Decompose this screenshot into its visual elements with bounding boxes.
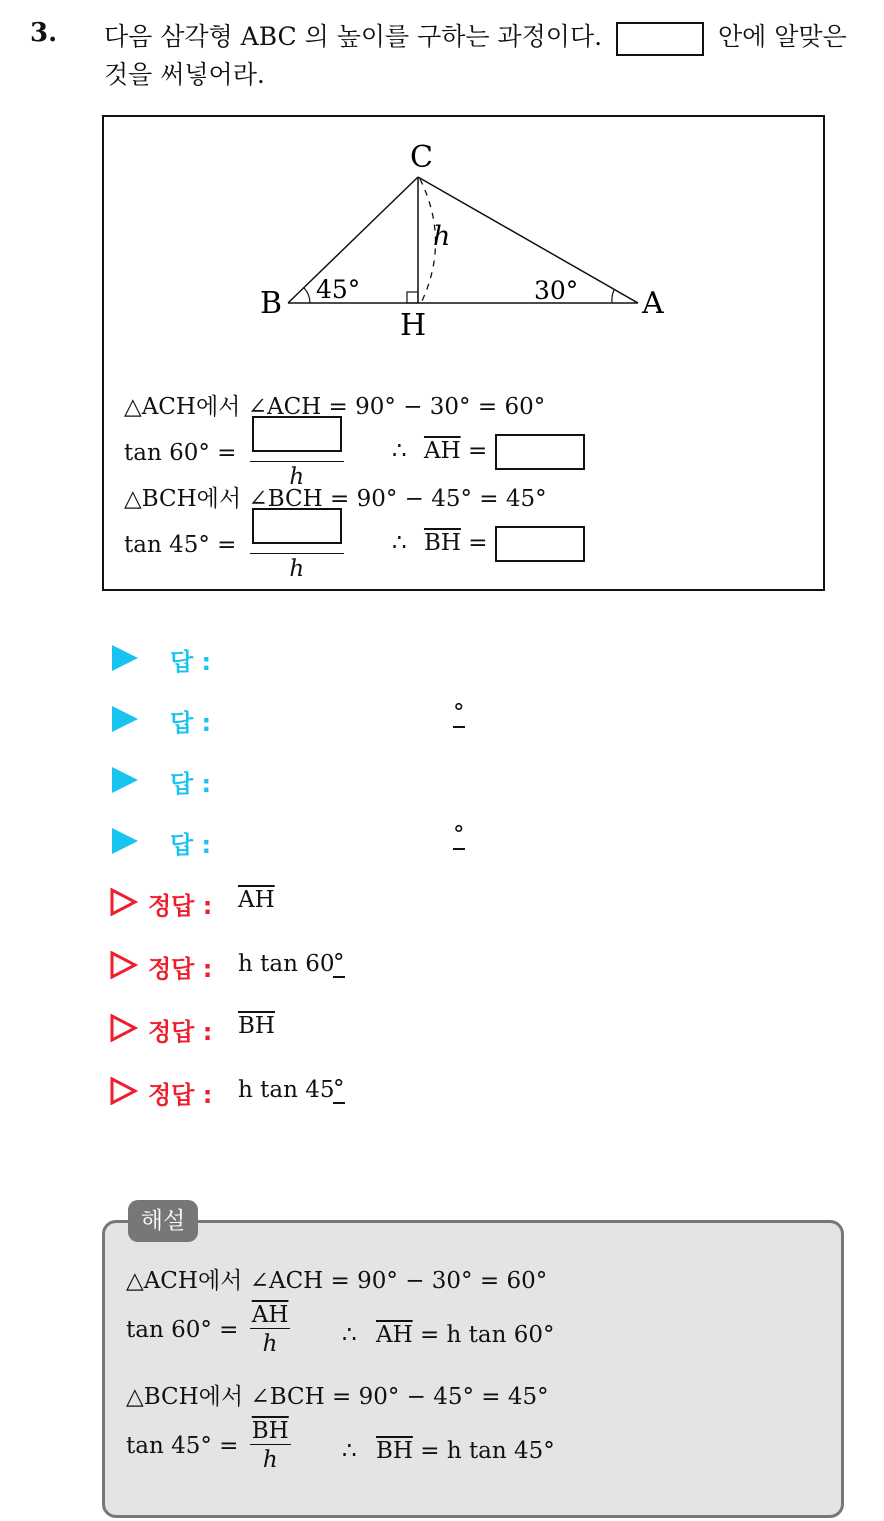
solution-result-bh-rest: = h tan 45° <box>420 1438 555 1464</box>
label-h-point: H <box>400 308 427 343</box>
label-a: A <box>642 286 664 321</box>
triangle-figure <box>250 135 690 350</box>
answer-degree-mark-2: ° <box>453 700 465 726</box>
answer-label-1: 답 : <box>170 648 212 676</box>
answer-arrow-icon <box>112 767 138 793</box>
ah-answer-blank[interactable] <box>495 434 585 470</box>
correct-label-3: 정답 : <box>148 1018 213 1046</box>
bh-answer-blank[interactable] <box>495 526 585 562</box>
tan45-numerator-blank[interactable] <box>252 508 342 544</box>
therefore-symbol: ∴ <box>342 1438 357 1464</box>
tan45-lhs: tan 45° = <box>124 532 237 558</box>
solution-result-ah <box>342 1322 555 1348</box>
solution-frac-ah <box>250 1302 291 1357</box>
answer-arrow-icon <box>112 706 138 732</box>
label-angle-a: 30° <box>534 276 579 305</box>
correct-degree-mark-4: ° <box>333 1076 345 1102</box>
question-blank-box <box>616 22 704 56</box>
problem-result-bh <box>392 526 585 562</box>
correct-value-3: $\overline{BH}$ <box>238 1013 275 1039</box>
correct-value-2: h tan 60 <box>238 951 335 977</box>
solution-frac-bh-num: $\overline{BH}$ <box>251 1418 289 1444</box>
correct-arrow-icon <box>110 951 138 979</box>
correct-label-1: 정답 : <box>148 892 213 920</box>
solution-frac-ah-den: h <box>250 1328 291 1357</box>
label-c: C <box>410 140 433 175</box>
side-ca <box>418 177 638 303</box>
segment-ah: $\overline{AH}$ <box>423 438 461 464</box>
correct-label-2: 정답 : <box>148 955 213 983</box>
correct-degree-mark-2: ° <box>333 950 345 976</box>
correct-arrow-icon <box>110 888 138 916</box>
segment-bh: $\overline{BH}$ <box>423 530 461 556</box>
solution-result-ah-rest: = h tan 60° <box>419 1322 555 1348</box>
correct-value-1: $\overline{AH}$ <box>238 887 275 913</box>
question-number: 3. <box>30 18 58 48</box>
solution-line-ach: △ACH에서 ∠ACH = 90° − 30° = 60° <box>126 1268 548 1294</box>
question-text <box>104 18 874 93</box>
correct-value-4: h tan 45 <box>238 1077 335 1103</box>
solution-line-tan60 <box>126 1302 290 1357</box>
label-h-height: h <box>433 221 451 252</box>
answer-label-3: 답 : <box>170 770 212 798</box>
solution-frac-ah-num: $\overline{AH}$ <box>251 1302 289 1328</box>
answer-label-4: 답 : <box>170 831 212 859</box>
angle-a-arc <box>612 290 614 303</box>
solution-result-bh <box>342 1438 555 1464</box>
solution-segment-ah: $\overline{AH}$ <box>375 1322 413 1348</box>
solution-tan60-lhs: tan 60° = <box>126 1316 239 1343</box>
solution-segment-bh: $\overline{BH}$ <box>375 1438 413 1464</box>
answer-arrow-icon <box>112 645 138 671</box>
answer-degree-mark-4: ° <box>453 822 465 848</box>
solution-tan45-lhs: tan 45° = <box>126 1432 239 1459</box>
solution-line-bch: △BCH에서 ∠BCH = 90° − 45° = 45° <box>126 1384 549 1410</box>
therefore-symbol: ∴ <box>342 1322 357 1348</box>
label-b: B <box>260 286 283 321</box>
therefore-symbol: ∴ <box>392 530 407 556</box>
problem-line-tan45 <box>124 508 344 582</box>
solution-frac-bh-den: h <box>250 1444 291 1473</box>
tan60-lhs: tan 60° = <box>124 440 237 466</box>
tan60-fraction <box>250 416 344 490</box>
problem-line-bch: △BCH에서 ∠BCH = 90° − 45° = 45° <box>124 486 547 512</box>
answer-label-2: 답 : <box>170 709 212 737</box>
equals-sign: = <box>468 530 488 556</box>
question-text-part2: 안에 알맞은 것을 써넣어라. <box>104 22 847 89</box>
answer-arrow-icon <box>112 828 138 854</box>
correct-label-4: 정답 : <box>148 1081 213 1109</box>
tan60-numerator-blank[interactable] <box>252 416 342 452</box>
correct-arrow-icon <box>110 1014 138 1042</box>
tan45-denominator: h <box>250 553 344 582</box>
problem-line-tan60 <box>124 416 344 490</box>
solution-tag: 해설 <box>128 1200 198 1242</box>
right-angle-mark <box>407 292 418 303</box>
tan60-denominator: h <box>250 461 344 490</box>
question-text-part1: 다음 삼각형 ABC 의 높이를 구하는 과정이다. <box>104 22 603 51</box>
angle-b-arc <box>304 288 310 303</box>
correct-arrow-icon <box>110 1077 138 1105</box>
equals-sign: = <box>467 438 488 464</box>
solution-frac-bh <box>250 1418 291 1473</box>
problem-line-ach: △ACH에서 ∠ACH = 90° − 30° = 60° <box>124 394 546 420</box>
problem-result-ah <box>392 434 585 470</box>
therefore-symbol: ∴ <box>392 438 407 464</box>
solution-line-tan45 <box>126 1418 291 1473</box>
tan45-fraction <box>250 508 344 582</box>
label-angle-b: 45° <box>316 275 361 304</box>
